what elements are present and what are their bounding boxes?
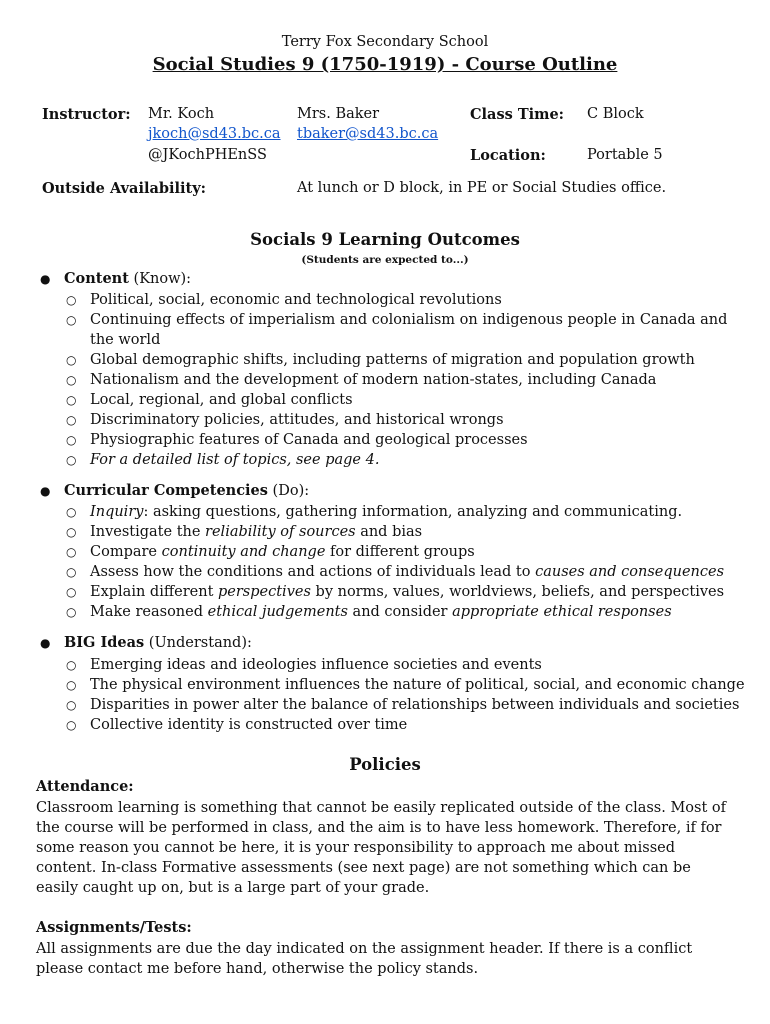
bullet-icon: ●	[40, 636, 51, 650]
circle-bullet-icon: ○	[66, 373, 77, 387]
list-item: ○ Inquiry: asking questions, gathering information, analyzing and communicating.	[66, 504, 683, 520]
list-item: ○ Political, social, economic and technological revolutions	[66, 292, 502, 308]
attendance-label: Attendance:	[36, 778, 134, 795]
instructor1-handle: @JKochPHEnSS	[148, 147, 267, 163]
content-heading: ● Content (Know):	[40, 270, 192, 287]
outcomes-subtitle: (Students are expected to...)	[301, 254, 469, 266]
circle-bullet-icon: ○	[66, 565, 77, 579]
instructor1-name: Mr. Koch	[148, 106, 215, 122]
circle-bullet-icon: ○	[66, 505, 77, 519]
list-item: ○ The physical environment influences the nature of political, social, and economic change	[66, 677, 745, 693]
policies-title: Policies	[349, 755, 421, 774]
class-time-value: C Block	[587, 106, 644, 122]
circle-bullet-icon: ○	[66, 453, 77, 467]
bullet-icon: ●	[40, 484, 51, 498]
list-item: ○ Physiographic features of Canada and geological processes	[66, 432, 528, 448]
big-ideas-heading: ● BIG Ideas (Understand):	[40, 634, 252, 651]
attendance-text: Classroom learning is something that cannot be easily replicated outside of the class. Most of the course will be performed in class, and the aim is to have less homework. Therefore, if for some reason you cannot be here, it is your responsibility to approach me about missed content. In-class Formative assessments (see next page) are not something which can be easily caught up on, but is a large part of your grade.	[36, 800, 726, 896]
assignments-text: All assignments are due the day indicated on the assignment header. If there is a conflict please contact me before hand, otherwise the policy stands.	[36, 941, 693, 977]
circle-bullet-icon: ○	[66, 585, 77, 599]
list-item: ○ Explain different perspectives by norms, values, worldviews, beliefs, and perspectives	[66, 584, 725, 600]
circle-bullet-icon: ○	[66, 525, 77, 539]
circle-bullet-icon: ○	[66, 413, 77, 427]
list-item: ○ Emerging ideas and ideologies influence societies and events	[66, 657, 542, 673]
circle-bullet-icon: ○	[66, 313, 77, 327]
availability-label: Outside Availability:	[42, 180, 206, 197]
circle-bullet-icon: ○	[66, 698, 77, 712]
instructor1-email-link[interactable]: jkoch@sd43.bc.ca	[148, 126, 281, 142]
bullet-icon: ●	[40, 272, 51, 286]
circle-bullet-icon: ○	[66, 353, 77, 367]
list-item: ○ Local, regional, and global conflicts	[66, 392, 353, 408]
circle-bullet-icon: ○	[66, 433, 77, 447]
list-item: ○ Investigate the reliability of sources and bias	[66, 524, 423, 540]
circle-bullet-icon: ○	[66, 718, 77, 732]
page-title: Social Studies 9 (1750-1919) - Course Outline	[152, 54, 618, 75]
list-item: ○ Make reasoned ethical judgements and consider appropriate ethical responses	[66, 604, 672, 620]
instructor2-name: Mrs. Baker	[297, 106, 380, 122]
instructor2-email-link[interactable]: tbaker@sd43.bc.ca	[297, 126, 439, 142]
outcomes-title: Socials 9 Learning Outcomes	[250, 230, 520, 249]
list-item: ○ Disparities in power alter the balance of relationships between individuals and societies	[66, 697, 740, 713]
circle-bullet-icon: ○	[66, 545, 77, 559]
list-item: ○ Collective identity is constructed over time	[66, 717, 408, 733]
circle-bullet-icon: ○	[66, 658, 77, 672]
location-value: Portable 5	[587, 147, 663, 163]
circle-bullet-icon: ○	[66, 678, 77, 692]
competencies-heading: ● Curricular Competencies (Do):	[40, 482, 310, 499]
circle-bullet-icon: ○	[66, 393, 77, 407]
list-item: ○ Continuing effects of imperialism and colonialism on indigenous people in Canada and the world	[66, 312, 728, 348]
instructor-label: Instructor:	[42, 106, 131, 123]
list-item: ○ Discriminatory policies, attitudes, and historical wrongs	[66, 412, 504, 428]
list-item: ○ For a detailed list of topics, see page 4.	[66, 452, 380, 468]
list-item: ○ Compare continuity and change for different groups	[66, 544, 475, 560]
location-label: Location:	[470, 147, 546, 164]
list-item: ○ Global demographic shifts, including patterns of migration and population growth	[66, 352, 695, 368]
class-time-label: Class Time:	[470, 106, 565, 123]
circle-bullet-icon: ○	[66, 293, 77, 307]
list-item: ○ Nationalism and the development of modern nation-states, including Canada	[66, 372, 657, 388]
circle-bullet-icon: ○	[66, 605, 77, 619]
list-item: ○ Assess how the conditions and actions of individuals lead to causes and consequences	[66, 564, 725, 580]
assignments-label: Assignments/Tests:	[36, 919, 192, 936]
availability-value: At lunch or D block, in PE or Social Studies office.	[297, 180, 667, 196]
school-name: Terry Fox Secondary School	[281, 34, 489, 50]
